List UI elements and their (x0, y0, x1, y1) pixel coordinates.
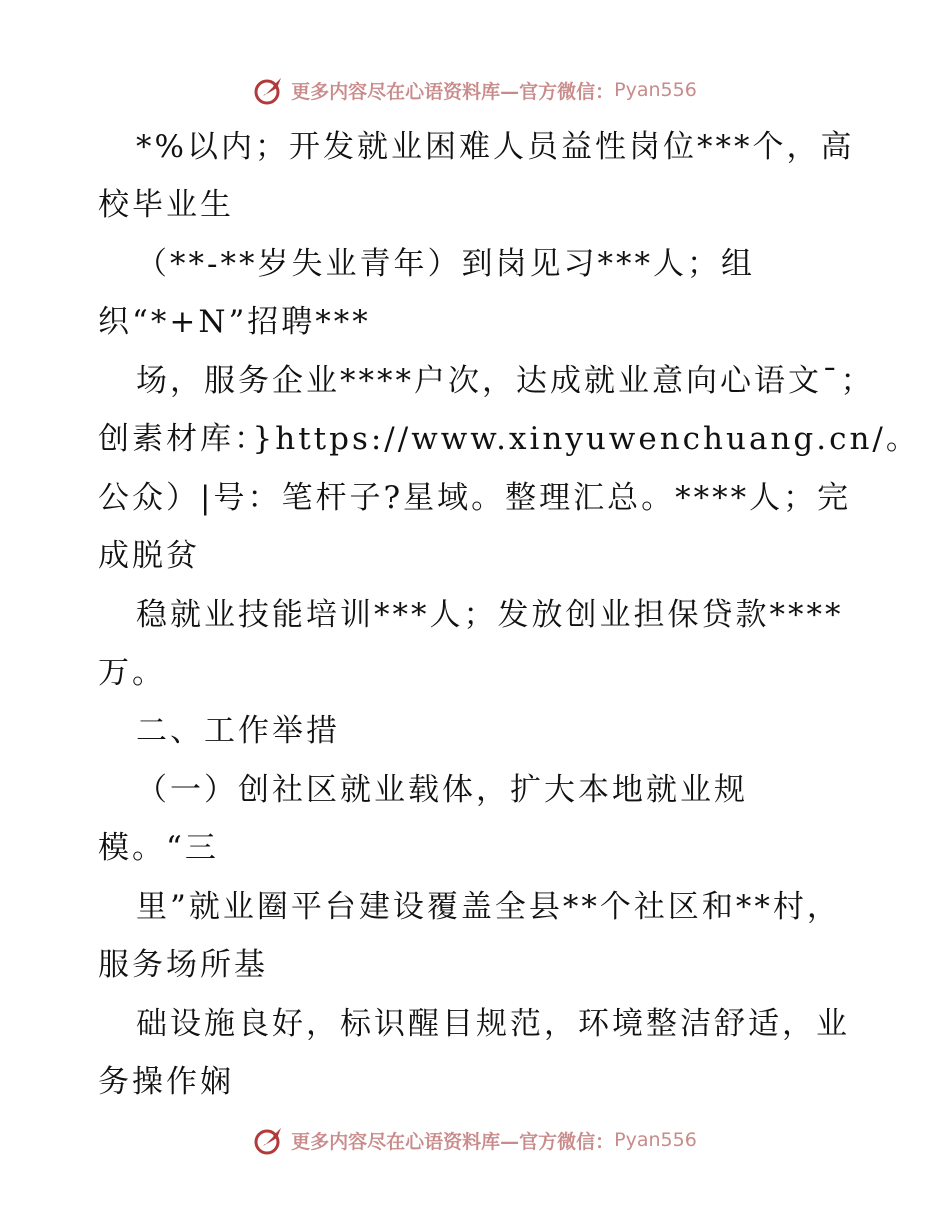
text-line: 成脱贫 (98, 538, 200, 574)
text-line: 校毕业生 (98, 187, 234, 223)
watermark-text: 更多内容尽在心语资料库—官方微信： (291, 1130, 615, 1153)
text-line: 里”就业圈平台建设覆盖全县**个社区和**村， (136, 889, 841, 925)
text-line: 模。“三 (98, 830, 219, 866)
quill-logo-icon (253, 74, 285, 106)
text-line: 服务场所基 (98, 947, 268, 983)
footer-watermark (0, 1120, 950, 1160)
text-line: 稳就业技能培训***人；发放创业担保贷款**** (136, 597, 844, 633)
text-line: 公众）|号：笔杆子?星域。整理汇总。****人；完 (98, 480, 852, 516)
watermark-wechat-id: Pyan556 (614, 79, 697, 101)
text-line: 础设施良好，标识醒目规范，环境整洁舒适，业 (136, 1006, 850, 1042)
text-line: 创素材库：}https://www.xinyuwenchuang.cn/。 (98, 421, 920, 457)
watermark-wechat-id: Pyan556 (614, 1129, 697, 1151)
text-line: 万。 (98, 655, 166, 691)
watermark-text: 更多内容尽在心语资料库—官方微信： (291, 80, 615, 103)
text-line: 织“*+N”招聘*** (98, 304, 371, 340)
text-line: （**-**岁失业青年）到岗见习***人；组 (136, 246, 755, 282)
text-line: 场，服务企业****户次，达成就业意向心语文¯； (136, 363, 875, 399)
subsection-heading: （一）创社区就业载体，扩大本地就业规 (136, 772, 748, 808)
section-heading: 二、工作举措 (136, 713, 340, 749)
text-line: *%以内；开发就业困难人员益性岗位***个，高 (136, 129, 855, 165)
header-watermark (0, 70, 950, 110)
quill-logo-icon (253, 1124, 285, 1156)
text-line: 务操作娴 (98, 1064, 234, 1100)
